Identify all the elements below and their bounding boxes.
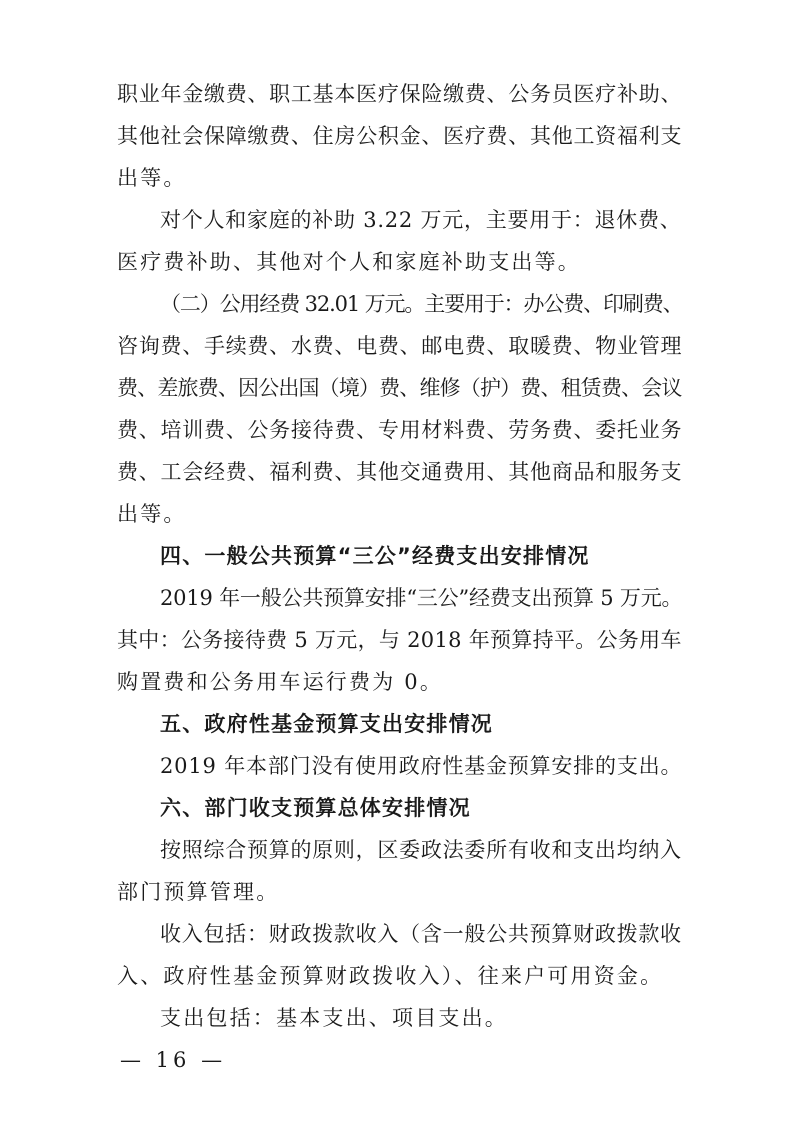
body-text-line: 购置费和公务用车运行费为 0。 bbox=[117, 670, 444, 694]
body-text-line: 费、培训费、公务接待费、专用材料费、劳务费、委托业务 bbox=[117, 418, 683, 442]
body-text-line: 其中：公务接待费 5 万元，与 2018 年预算持平。公务用车 bbox=[117, 628, 682, 652]
body-text-line: 对个人和家庭的补助 3.22 万元，主要用于：退休费、 bbox=[160, 208, 682, 232]
body-text-line: 医疗费补助、其他对个人和家庭补助支出等。 bbox=[117, 250, 581, 274]
body-text-line: 其他社会保障缴费、住房公积金、医疗费、其他工资福利支 bbox=[117, 124, 683, 148]
body-text-line: 部门预算管理。 bbox=[117, 880, 280, 904]
body-text-line: 费、差旅费、因公出国（境）费、维修（护）费、租赁费、会议 bbox=[117, 376, 682, 400]
body-text-line: 咨询费、手续费、水费、电费、邮电费、取暖费、物业管理 bbox=[117, 334, 683, 358]
body-text-line: 出等。 bbox=[117, 166, 187, 190]
page-number: — 16 — bbox=[120, 1048, 227, 1072]
section-heading: 四、一般公共预算“三公”经费支出安排情况 bbox=[160, 544, 590, 568]
body-text-line: 入、政府性基金预算财政拨收入）、往来户可用资金。 bbox=[117, 964, 664, 988]
body-text-line: 职业年金缴费、职工基本医疗保险缴费、公务员医疗补助、 bbox=[117, 82, 683, 106]
section-heading: 六、部门收支预算总体安排情况 bbox=[160, 796, 471, 820]
body-text-line: 出等。 bbox=[117, 502, 187, 526]
section-heading: 五、政府性基金预算支出安排情况 bbox=[160, 712, 493, 736]
body-text-line: 支出包括：基本支出、项目支出。 bbox=[160, 1006, 508, 1030]
body-text-line: 收入包括：财政拨款收入（含一般公共预算财政拨款收 bbox=[160, 922, 682, 946]
body-text-line: （二）公用经费 32.01 万元。主要用于：办公费、印刷费、 bbox=[160, 292, 683, 316]
body-text-line: 费、工会经费、福利费、其他交通费用、其他商品和服务支 bbox=[117, 460, 683, 484]
body-text-line: 2019 年一般公共预算安排“三公”经费支出预算 5 万元。 bbox=[160, 586, 683, 610]
body-text-line: 按照综合预算的原则，区委政法委所有收和支出均纳入 bbox=[160, 838, 682, 862]
body-text-line: 2019 年本部门没有使用政府性基金预算安排的支出。 bbox=[160, 754, 683, 778]
